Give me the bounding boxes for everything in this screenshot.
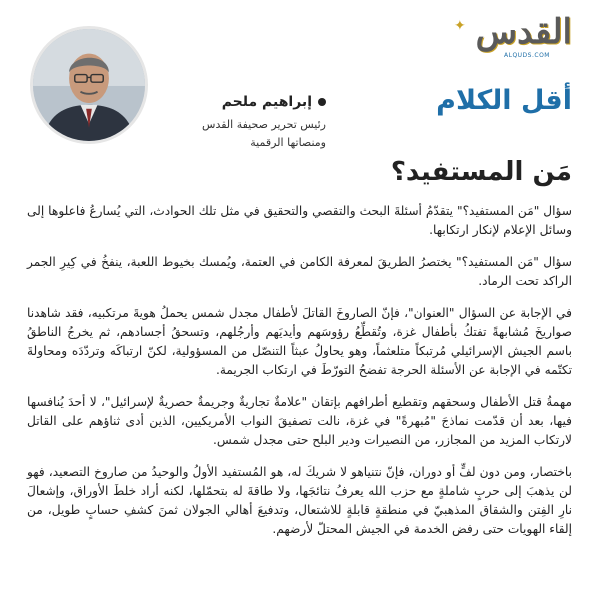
column-title: أقل الكلام <box>436 85 572 116</box>
article-paragraph-1: سؤال "مَن المستفيد؟" يتقدّمُ أسئلةَ البحث والتقصي والتحقيق في مثل تلك الحوادث، التي يُسارعُ فاعلوها إلى وسائل الإعلام لإنكار ارتكابها. <box>27 204 572 237</box>
logo-wordmark: القدس <box>475 12 572 52</box>
newspaper-logo[interactable] <box>448 8 572 66</box>
dome-icon: ✦ <box>454 18 466 34</box>
article-headline: مَن المستفيد؟ <box>390 157 572 187</box>
logo-tagline: ALQUDS.COM <box>504 52 550 59</box>
article-paragraph-5: باختصار، ومن دون لفٍّ أو دوران، فإنّ نتنياهو لا شريكَ له، هو المُستفيد الأولُ والوحيدُ من صاروخ التصعيد، فهو لن يذهبَ إلى حربٍ شاملةٍ مع حزب الله يعرفُ نتائجَها، ولا طاقةَ له بتحمّلها، لكنه أراد خلطَ الأوراق، وإشعالَ نارِ الفِتن والشقاق المذهبيّ في منطقةٍ قابلةٍ للاشتعال، وتدفيعَ أهالي الجولان ثمنَ كشفِ حسابٍ طويل، من إلقاء الهويات حتى رفض الخدمة في الجيش المحتلّ لأرضهم. <box>27 465 572 536</box>
bullet-icon <box>318 98 326 106</box>
author-name-row <box>156 92 326 112</box>
top-bar <box>0 0 600 6</box>
author-block <box>156 92 326 152</box>
author-role-line1: رئيس تحرير صحيفة القدس <box>202 118 326 131</box>
author-portrait-icon <box>33 29 145 141</box>
article-paragraph-4: مهمةُ قتل الأطفال وسحقهم وتقطيع أطرافهم بإتقان "علامةٌ تجاريةٌ وجريمةٌ حصريةٌ لإسرائيل"، لا أحدَ يُنافسها فيها، بعد أن قدّمت نماذجَ "مُبهرةً" في غزة، نالت تصفيقَ النواب الأمريكيين، الذين أدى ثناؤهم على القاتل لارتكاب المزيد من المجازر، من النصيرات ودير البلح حتى مجدل شمس. <box>27 395 572 447</box>
article-paragraph-2: سؤال "مَن المستفيد؟" يختصرُ الطريقَ لمعرفة الكامن في العتمة، ويُمسك بخيوط اللعبة، ينفخُ في كِيرِ الجمر الراكد تحت الرماد. <box>27 255 572 288</box>
author-role <box>156 116 326 152</box>
author-name: إبراهيم ملحم <box>221 94 312 110</box>
author-avatar <box>30 26 148 144</box>
article-paragraph-3: في الإجابة عن السؤال "العنوان"، فإنّ الصاروخَ القاتلَ لأطفال مجدل شمس يحملُ هويةَ مرتكبيه، فقد شاهدنا صواريخَ مُشابهةً تفتكُ بأطفال غزة، وتُقطِّعُ رؤوسَهم وأيديَهم وأرجُلهم، وتسحقُ أجسادهم، ثم يخرجُ الناطقُ باسم الجيش الإسرائيلي مُرتبكاً متلعثماً، وهو يحاولُ عبثاً التنصّل من المسؤولية، لكنّ ارتباكَه وتردّدَه ومحاولةَ تكتّمه في الإجابة عن الأسئلة الحرجة تفضحُ التورّطَ في ارتكاب الجريمة. <box>27 306 572 377</box>
author-role-line2: ومنصاتها الرقمية <box>250 136 326 149</box>
article-body <box>27 202 572 552</box>
